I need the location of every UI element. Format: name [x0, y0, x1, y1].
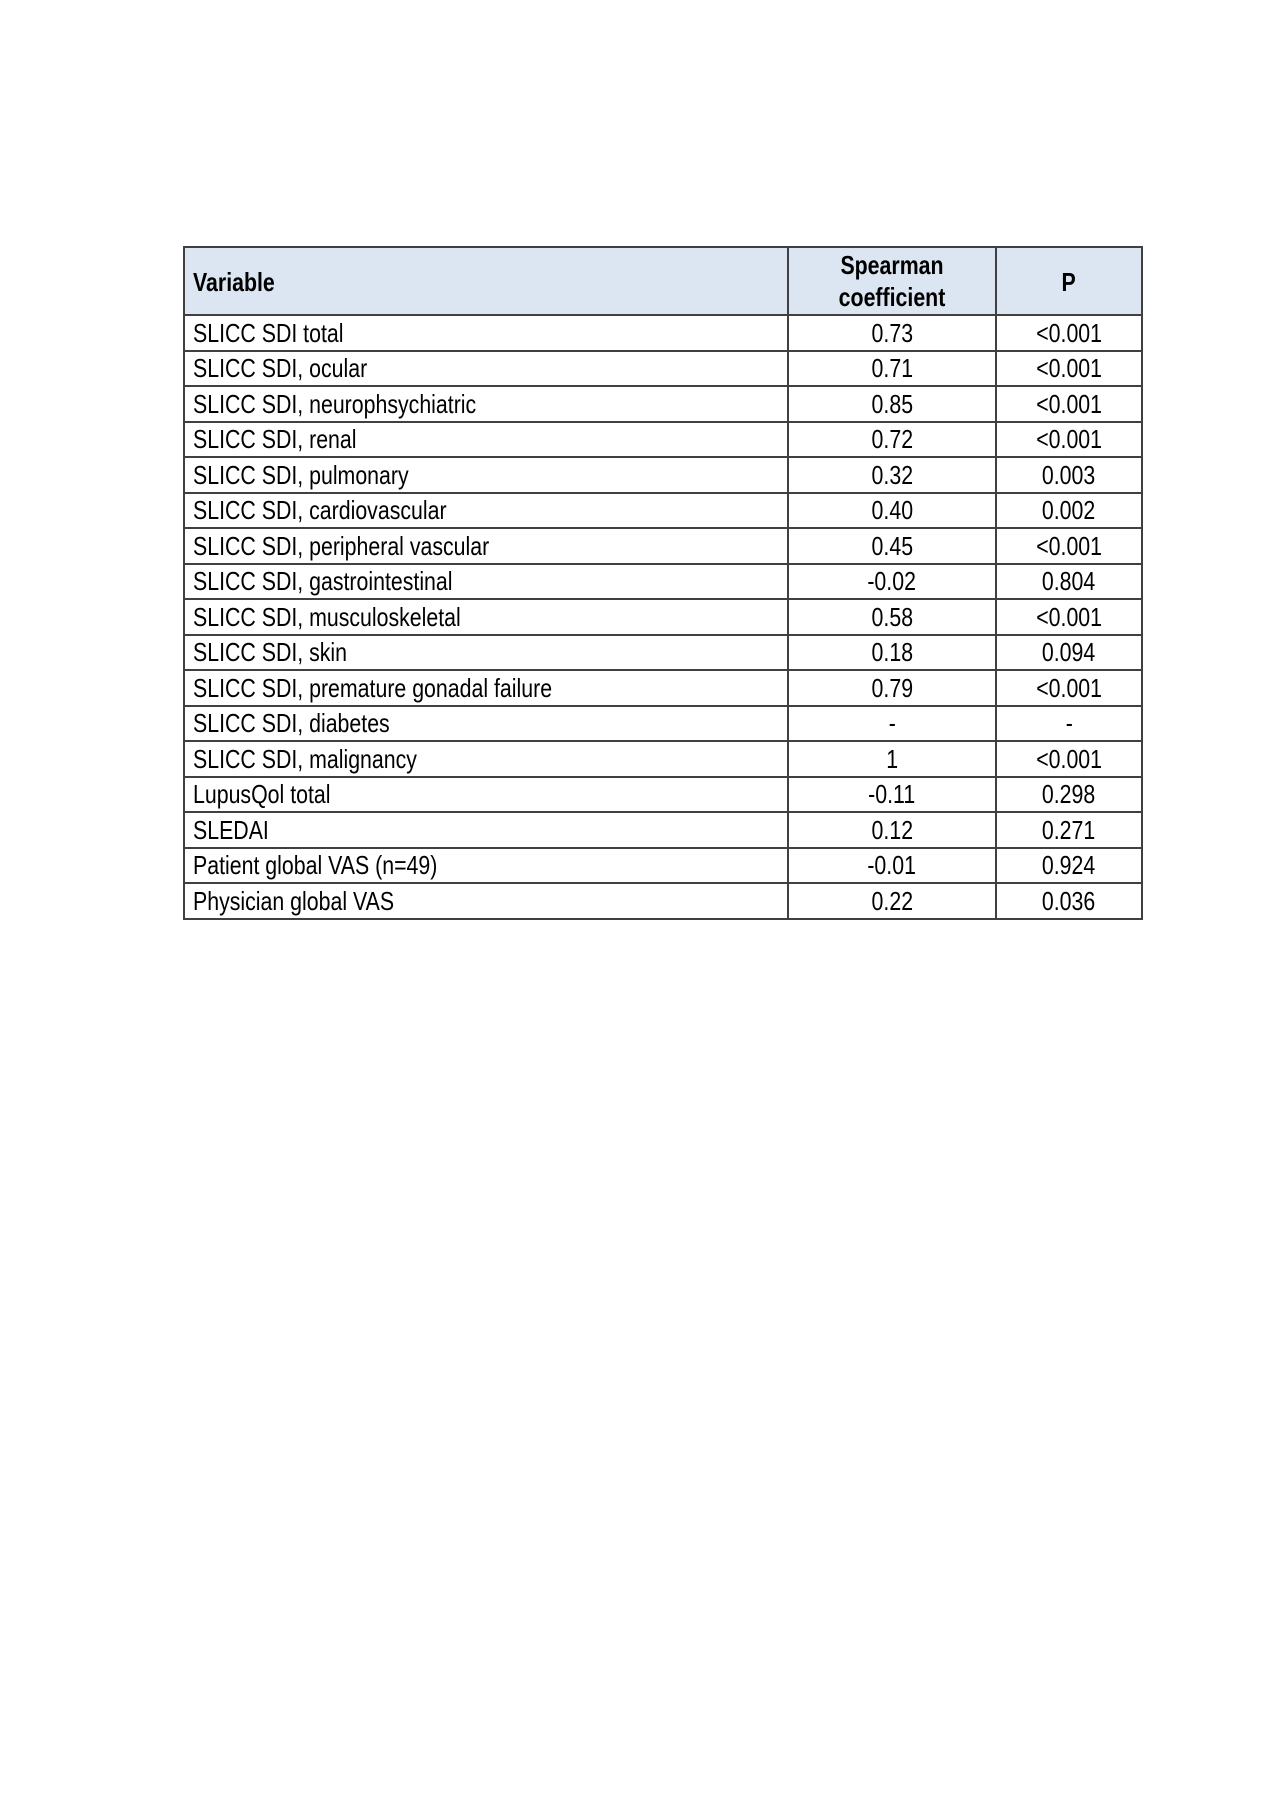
p-value-cell-text: <0.001 — [1036, 353, 1102, 384]
p-value-cell-text: <0.001 — [1036, 388, 1102, 419]
coefficient-cell-text: -0.11 — [868, 779, 916, 810]
coefficient-cell — [788, 599, 996, 635]
variable-cell — [184, 883, 788, 919]
variable-cell-text: SLICC SDI, cardiovascular — [193, 495, 447, 526]
coefficient-cell-text: 1 — [886, 743, 898, 774]
coefficient-cell — [788, 493, 996, 529]
variable-cell — [184, 741, 788, 777]
p-value-cell-text: 0.298 — [1042, 779, 1096, 810]
p-value-cell-text: <0.001 — [1036, 743, 1102, 774]
column-header-variable-label: Variable — [193, 266, 275, 297]
variable-cell-text: SLICC SDI total — [193, 317, 344, 348]
variable-cell — [184, 386, 788, 422]
coefficient-cell — [788, 670, 996, 706]
coefficient-cell — [788, 848, 996, 884]
coefficient-cell-text: 0.58 — [871, 601, 913, 632]
column-header-spearman-coefficient — [788, 247, 996, 315]
p-value-cell — [996, 493, 1142, 529]
p-value-cell — [996, 741, 1142, 777]
table-row — [184, 812, 1142, 848]
p-value-cell — [996, 599, 1142, 635]
table-row — [184, 777, 1142, 813]
p-value-cell-text: <0.001 — [1036, 601, 1102, 632]
variable-cell-text: SLICC SDI, pulmonary — [193, 459, 409, 490]
table-row — [184, 493, 1142, 529]
coefficient-cell-text: 0.71 — [871, 353, 913, 384]
p-value-cell — [996, 812, 1142, 848]
column-header-p-label: P — [1061, 266, 1077, 297]
p-value-cell-text: <0.001 — [1036, 424, 1102, 455]
coefficient-cell-text: 0.32 — [871, 459, 913, 490]
p-value-cell-text: 0.271 — [1042, 814, 1096, 845]
coefficient-cell — [788, 528, 996, 564]
p-value-cell — [996, 777, 1142, 813]
variable-cell — [184, 528, 788, 564]
p-value-cell — [996, 670, 1142, 706]
coefficient-cell-text: 0.72 — [871, 424, 913, 455]
variable-cell-text: SLICC SDI, neurophsychiatric — [193, 388, 477, 419]
table-row — [184, 741, 1142, 777]
p-value-cell-text: 0.924 — [1042, 850, 1096, 881]
table-row — [184, 315, 1142, 351]
p-value-cell-text: <0.001 — [1036, 530, 1102, 561]
coefficient-cell — [788, 883, 996, 919]
table-row — [184, 848, 1142, 884]
coefficient-cell-text: -0.02 — [867, 566, 917, 597]
variable-cell-text: Physician global VAS — [193, 885, 395, 916]
p-value-cell — [996, 528, 1142, 564]
variable-cell-text: SLICC SDI, premature gonadal failure — [193, 672, 553, 703]
table-row — [184, 599, 1142, 635]
variable-cell — [184, 777, 788, 813]
table-body — [184, 315, 1142, 919]
variable-cell — [184, 422, 788, 458]
coefficient-cell — [788, 351, 996, 387]
coefficient-cell — [788, 635, 996, 671]
variable-cell-text: LupusQol total — [193, 779, 331, 810]
coefficient-cell-text: 0.12 — [871, 814, 913, 845]
p-value-cell-text: <0.001 — [1036, 317, 1102, 348]
coefficient-cell-text: -0.01 — [867, 850, 917, 881]
p-value-cell — [996, 635, 1142, 671]
coefficient-cell — [788, 457, 996, 493]
coefficient-cell — [788, 386, 996, 422]
variable-cell — [184, 315, 788, 351]
variable-cell — [184, 706, 788, 742]
table-row — [184, 670, 1142, 706]
variable-cell-text: SLICC SDI, ocular — [193, 353, 368, 384]
coefficient-cell — [788, 422, 996, 458]
variable-cell-text: SLICC SDI, malignancy — [193, 743, 417, 774]
variable-cell-text: Patient global VAS (n=49) — [193, 850, 438, 881]
variable-cell-text: SLEDAI — [193, 814, 269, 845]
column-header-p — [996, 247, 1142, 315]
variable-cell — [184, 493, 788, 529]
coefficient-cell-text: 0.40 — [871, 495, 913, 526]
column-header-spearman-coefficient-label: Spearman coefficient — [838, 249, 946, 312]
table-row — [184, 564, 1142, 600]
p-value-cell-text: 0.002 — [1042, 495, 1096, 526]
variable-cell-text: SLICC SDI, diabetes — [193, 708, 390, 739]
p-value-cell — [996, 457, 1142, 493]
variable-cell-text: SLICC SDI, gastrointestinal — [193, 566, 453, 597]
coefficient-cell — [788, 777, 996, 813]
p-value-cell — [996, 351, 1142, 387]
variable-cell-text: SLICC SDI, renal — [193, 424, 357, 455]
variable-cell — [184, 599, 788, 635]
table-row — [184, 528, 1142, 564]
coefficient-cell-text: 0.85 — [871, 388, 913, 419]
coefficient-cell-text: 0.79 — [871, 672, 913, 703]
column-header-variable — [184, 247, 788, 315]
table-row — [184, 706, 1142, 742]
p-value-cell — [996, 706, 1142, 742]
table-row — [184, 457, 1142, 493]
variable-cell — [184, 351, 788, 387]
p-value-cell — [996, 386, 1142, 422]
p-value-cell-text: <0.001 — [1036, 672, 1102, 703]
p-value-cell-text: 0.094 — [1042, 637, 1096, 668]
p-value-cell-text: 0.804 — [1042, 566, 1096, 597]
p-value-cell-text: 0.003 — [1042, 459, 1096, 490]
table-row — [184, 635, 1142, 671]
variable-cell — [184, 670, 788, 706]
variable-cell-text: SLICC SDI, peripheral vascular — [193, 530, 490, 561]
p-value-cell — [996, 883, 1142, 919]
coefficient-cell-text: 0.45 — [871, 530, 913, 561]
table-row — [184, 422, 1142, 458]
variable-cell — [184, 848, 788, 884]
variable-cell — [184, 635, 788, 671]
table-header-row — [184, 247, 1142, 315]
coefficient-cell — [788, 564, 996, 600]
table-row — [184, 386, 1142, 422]
coefficient-cell — [788, 741, 996, 777]
variable-cell-text: SLICC SDI, musculoskeletal — [193, 601, 461, 632]
p-value-cell — [996, 422, 1142, 458]
coefficient-cell — [788, 706, 996, 742]
coefficient-cell — [788, 315, 996, 351]
coefficient-cell — [788, 812, 996, 848]
correlation-table — [183, 246, 1143, 920]
variable-cell — [184, 812, 788, 848]
p-value-cell-text: 0.036 — [1042, 885, 1096, 916]
table-row — [184, 883, 1142, 919]
p-value-cell — [996, 315, 1142, 351]
variable-cell-text: SLICC SDI, skin — [193, 637, 348, 668]
variable-cell — [184, 457, 788, 493]
p-value-cell-text: - — [1065, 708, 1073, 739]
table-row — [184, 351, 1142, 387]
coefficient-cell-text: 0.22 — [871, 885, 913, 916]
coefficient-cell-text: - — [888, 708, 896, 739]
p-value-cell — [996, 564, 1142, 600]
coefficient-cell-text: 0.18 — [871, 637, 913, 668]
coefficient-cell-text: 0.73 — [871, 317, 913, 348]
variable-cell — [184, 564, 788, 600]
p-value-cell — [996, 848, 1142, 884]
